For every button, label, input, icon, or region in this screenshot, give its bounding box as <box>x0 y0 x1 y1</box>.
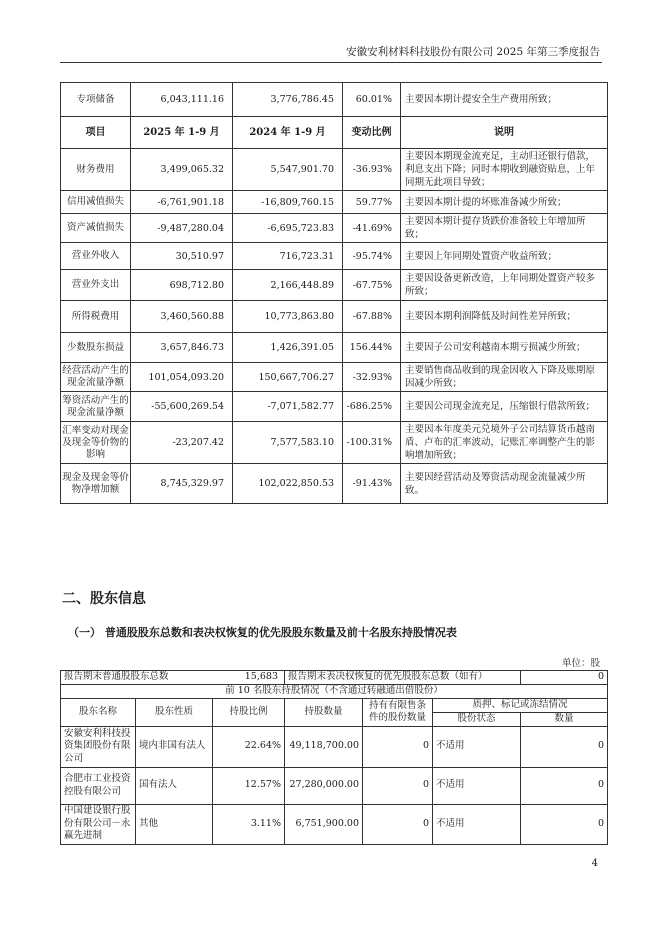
table-row-reason: 主要因经营活动及筹资活动现金流量减少所致。 <box>401 464 608 504</box>
shareholder-pledge-status: 不适用 <box>433 726 521 767</box>
shareholder-qty: 6,751,900.00 <box>285 804 363 844</box>
table-row-reason: 主要因本年度美元兑境外子公司结算货币越南盾、卢布的汇率波动，记账汇率调整产生的影响增加所致； <box>401 422 608 464</box>
col-header-ratio: 持股比例 <box>213 698 285 726</box>
col-header-qty: 持股数量 <box>285 698 363 726</box>
total-holders-cell <box>61 671 285 685</box>
shareholder-ratio: 22.64% <box>213 726 285 767</box>
table-row-change: -686.25% <box>343 392 401 422</box>
page-number: 4 <box>591 858 598 869</box>
shareholder-ratio: 12.57% <box>213 767 285 804</box>
table-row-current: -23,207.42 <box>131 422 233 464</box>
table-row-change: -100.31% <box>343 422 401 464</box>
table-row-previous: 10,773,863.80 <box>233 301 343 333</box>
table-row-change: -36.93% <box>343 149 401 191</box>
table-row-change: -67.88% <box>343 301 401 333</box>
table-row-reason: 主要因本期现金流充足，主动归还银行借款，利息支出下降；同时本期收到融资贴息，上年同期无此项目导致； <box>401 149 608 191</box>
table-row-change: -95.74% <box>343 243 401 270</box>
table-row <box>61 149 608 191</box>
page-header-title: 安徽安利材料科技股份有限公司 2025 年第三季度报告 <box>346 46 600 58</box>
shareholder-name: 中国建设银行股份有限公司－永赢先进制 <box>61 804 136 844</box>
shareholder-qty: 27,280,000.00 <box>285 767 363 804</box>
table-row <box>61 392 608 422</box>
table-row-item: 现金及现金等价物净增加额 <box>61 464 131 504</box>
top10-title: 前 10 名股东持股情况（不含通过转融通出借股份） <box>61 685 608 699</box>
table-row-change: -32.93% <box>343 363 401 392</box>
table-row <box>61 270 608 301</box>
table-row-item: 信用减值损失 <box>61 191 131 214</box>
table-row-reason: 主要因本期计提的坏账准备减少所致； <box>401 191 608 214</box>
shareholder-pledge-qty: 0 <box>521 767 608 804</box>
col-header-name: 股东名称 <box>61 698 136 726</box>
table-row-reason: 主要因上年同期处置资产收益所致； <box>401 243 608 270</box>
table-row <box>61 243 608 270</box>
shareholder-restricted: 0 <box>363 767 433 804</box>
shareholder-row <box>61 767 608 804</box>
table-row-item: 营业外支出 <box>61 270 131 301</box>
table-row-previous: -7,071,582.77 <box>233 392 343 422</box>
table-row-previous: 5,547,901.70 <box>233 149 343 191</box>
col-header-pledge-qty: 数量 <box>521 712 608 726</box>
table-row-previous: 3,776,786.45 <box>233 83 343 117</box>
table-row-change: 60.01% <box>343 83 401 117</box>
top10-title-row <box>61 685 608 699</box>
col-header-restricted: 持有有限售条件的股份数量 <box>363 698 433 726</box>
shareholder-row <box>61 804 608 844</box>
subsection-title: （一） 普通股股东总数和表决权恢复的优先股股东数量及前十名股东持股情况表 <box>68 626 457 639</box>
shareholder-name: 合肥市工业投资控股有限公司 <box>61 767 136 804</box>
table-row <box>61 422 608 464</box>
col-header-pledge-status: 股份状态 <box>433 712 521 726</box>
table-row-change: -41.69% <box>343 214 401 243</box>
shareholder-nature: 境内非国有法人 <box>136 726 213 767</box>
table-row-previous: 2,166,448.89 <box>233 270 343 301</box>
table-row-current: -6,761,901.18 <box>131 191 233 214</box>
table-row-current: -55,600,269.54 <box>131 392 233 422</box>
total-row <box>61 671 608 685</box>
table-row-item: 汇率变动对现金及现金等价物的影响 <box>61 422 131 464</box>
table-row-current: 101,054,093.20 <box>131 363 233 392</box>
col-header-nature: 股东性质 <box>136 698 213 726</box>
income-change-table-body <box>61 83 608 504</box>
table-row-current: 6,043,111.16 <box>131 83 233 117</box>
table-header-row-previous: 2024 年 1-9 月 <box>233 117 343 149</box>
shareholder-rows <box>61 726 608 844</box>
unit-label: 单位：股 <box>561 658 600 669</box>
shareholder-row <box>61 726 608 767</box>
table-row <box>61 363 608 392</box>
table-row-previous: 102,022,850.53 <box>233 464 343 504</box>
shareholder-pledge-qty: 0 <box>521 804 608 844</box>
shareholder-restricted: 0 <box>363 804 433 844</box>
table-row-current: 3,657,846.73 <box>131 333 233 363</box>
table-row-reason: 主要因子公司安利越南本期亏损减少所致； <box>401 333 608 363</box>
total-holders-value: 15,683 <box>244 671 278 683</box>
shareholder-pledge-qty: 0 <box>521 726 608 767</box>
col-header-pledge-group: 质押、标记或冻结情况 <box>433 698 608 712</box>
table-row-previous: 716,723.31 <box>233 243 343 270</box>
table-row-reason: 主要销售商品收到的现金因收入下降及账期原因减少所致； <box>401 363 608 392</box>
table-row-reason: 主要因公司现金流充足，压缩银行借款所致； <box>401 392 608 422</box>
table-row-item: 所得税费用 <box>61 301 131 333</box>
table-row-reason: 主要因设备更新改造，上年同期处置资产较多所致； <box>401 270 608 301</box>
table-row-change: -91.43% <box>343 464 401 504</box>
table-row-reason: 主要因本期计提存货跌价准备较上年增加所致； <box>401 214 608 243</box>
table-row-change: -67.75% <box>343 270 401 301</box>
table-row-item: 经营活动产生的现金流量净额 <box>61 363 131 392</box>
shareholder-nature: 国有法人 <box>136 767 213 804</box>
table-row-current: 3,460,560.88 <box>131 301 233 333</box>
table-row <box>61 301 608 333</box>
table-row-change: 59.77% <box>343 191 401 214</box>
table-row-current: 698,712.80 <box>131 270 233 301</box>
table-row <box>61 464 608 504</box>
table-row <box>61 191 608 214</box>
shareholder-qty: 49,118,700.00 <box>285 726 363 767</box>
pref-holders-label: 报告期末表决权恢复的优先股股东总数（如有） <box>285 671 521 685</box>
shareholder-name: 安徽安利科技投资集团股份有限公司 <box>61 726 136 767</box>
table-row-item: 少数股东损益 <box>61 333 131 363</box>
section-title: 二、股东信息 <box>62 591 146 607</box>
table-header-row-change: 变动比例 <box>343 117 401 149</box>
table-row <box>61 83 608 117</box>
table-row-item: 专项储备 <box>61 83 131 117</box>
table-row-item: 资产减值损失 <box>61 214 131 243</box>
shareholder-nature: 其他 <box>136 804 213 844</box>
shareholder-table <box>60 670 608 845</box>
table-row <box>61 214 608 243</box>
table-header-row-reason: 说明 <box>401 117 608 149</box>
table-row-current: 30,510.97 <box>131 243 233 270</box>
pref-holders-value: 0 <box>521 671 608 685</box>
income-change-table <box>60 82 608 504</box>
table-row-previous: 7,577,583.10 <box>233 422 343 464</box>
total-holders-label: 报告期末普通股股东总数 <box>64 671 169 683</box>
table-row-change: 156.44% <box>343 333 401 363</box>
table-row-item: 财务费用 <box>61 149 131 191</box>
table-row-previous: -6,695,723.83 <box>233 214 343 243</box>
shareholder-pledge-status: 不适用 <box>433 767 521 804</box>
table-row-item: 营业外收入 <box>61 243 131 270</box>
header-row-1 <box>61 698 608 712</box>
shareholder-ratio: 3.11% <box>213 804 285 844</box>
header-divider <box>60 62 602 63</box>
table-row-previous: 1,426,391.05 <box>233 333 343 363</box>
shareholder-pledge-status: 不适用 <box>433 804 521 844</box>
table-header-row-item: 项目 <box>61 117 131 149</box>
table-row-current: -9,487,280.04 <box>131 214 233 243</box>
table-row-previous: 150,667,706.27 <box>233 363 343 392</box>
table-header-row <box>61 117 608 149</box>
table-row-previous: -16,809,760.15 <box>233 191 343 214</box>
table-row <box>61 333 608 363</box>
table-row-reason: 主要因本期利润降低及时间性差异所致； <box>401 301 608 333</box>
table-row-current: 8,745,329.97 <box>131 464 233 504</box>
table-header-row-current: 2025 年 1-9 月 <box>131 117 233 149</box>
table-row-current: 3,499,065.32 <box>131 149 233 191</box>
table-row-reason: 主要因本期计提安全生产费用所致； <box>401 83 608 117</box>
shareholder-restricted: 0 <box>363 726 433 767</box>
table-row-item: 筹资活动产生的现金流量净额 <box>61 392 131 422</box>
